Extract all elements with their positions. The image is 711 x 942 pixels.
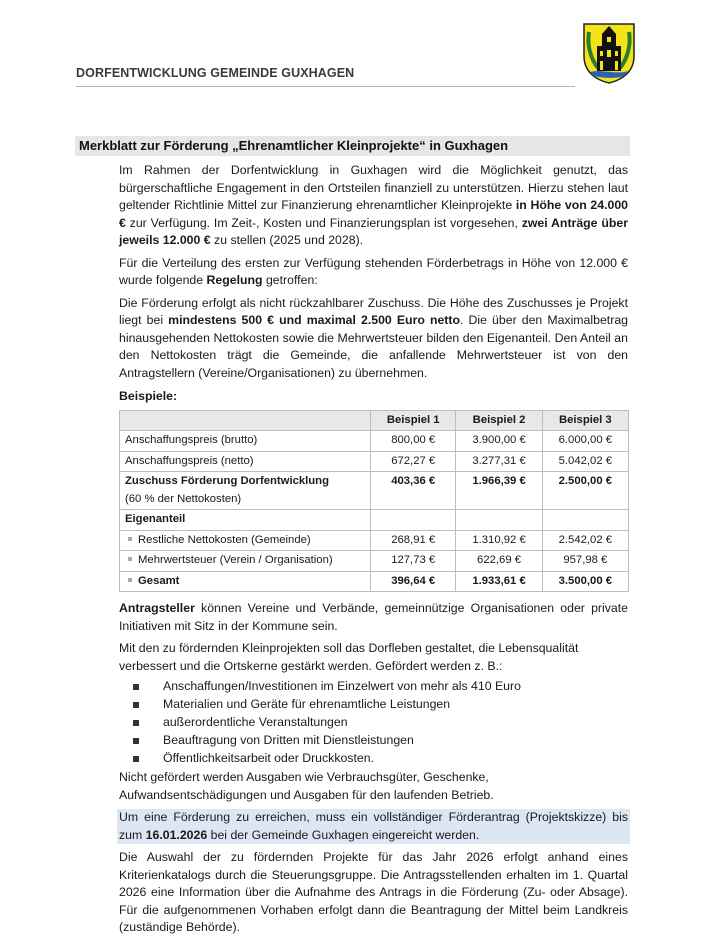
list-item (133, 695, 628, 713)
row-label-text: Restliche Nettokosten (Gemeinde) (138, 533, 311, 546)
row-label (120, 472, 371, 510)
list-item (133, 749, 628, 767)
antragsteller-bold: Antragsteller (119, 601, 195, 615)
table-cell: 2.500,00 € (542, 472, 628, 510)
row-label-text: Gesamt (138, 574, 180, 587)
bullet-square-icon (133, 720, 139, 726)
deadline-text-2: bei der Gemeinde Guxhagen eingereicht werden. (207, 827, 480, 842)
table-cell: 268,91 € (371, 530, 456, 551)
table-header-cell: Beispiel 2 (456, 410, 542, 431)
table-row (120, 571, 629, 592)
regelung-bold: Regelung (206, 273, 263, 287)
regelung-text-2: getroffen: (262, 273, 318, 287)
document-title-bar (75, 136, 630, 156)
table-row (120, 551, 629, 572)
table-cell: 127,73 € (371, 551, 456, 572)
table-header-row (120, 410, 629, 431)
examples-label: Beispiele: (119, 389, 178, 403)
row-label (120, 530, 371, 551)
deadline-text-1: Um eine Förderung zu erreichen, muss ein vollständiger Förderantrag (Projektskizze) bis zum (119, 810, 628, 842)
table-cell: 3.500,00 € (542, 571, 628, 592)
table-header-cell: Beispiel 3 (542, 410, 628, 431)
intro-bold-1: in Höhe von 24.000 € (119, 198, 628, 230)
zuschuss-bold: mindestens 500 € und maximal 2.500 Euro netto (168, 313, 461, 327)
intro-text-1: Im Rahmen der Dorfentwicklung in Guxhagen wird die Möglichkeit genutzt, das bürgerschaftliche Engagement in den Ortsteilen finanziell zu unterstützen. Hierzu stehen laut geltender Richtlinie Mittel zur Finanzierung ehrenamtlicher Kleinprojekte (119, 163, 628, 212)
intro-text-3: zu stellen (2025 und 2028). (210, 233, 364, 247)
row-label: Anschaffungspreis (brutto) (120, 431, 371, 452)
not-funded-paragraph: Nicht gefördert werden Ausgaben wie Verbrauchsgüter, Geschenke, Aufwandsentschädigungen und Ausgaben für den laufenden Betrieb. (119, 770, 494, 802)
bullet-square-icon (133, 702, 139, 708)
selection-paragraph: Die Auswahl der zu fördernden Projekte für das Jahr 2026 erfolgt anhand eines Kriterienkatalogs durch die Steuerungsgruppe. Die Antragsstellenden erhalten im 1. Quartal 2026 eine Information über die Aufnahme des Antrags in die Förderung (Zu- oder Absage). Für die aufgenommenen Vorhaben erfolgt dann die Beantragung der Mittel beim Landkreis (zuständige Behörde). (119, 850, 628, 934)
bullet-square-icon (128, 537, 132, 541)
list-item-text: Anschaffungen/Investitionen im Einzelwert von mehr als 410 Euro (163, 679, 521, 693)
intro-paragraph (119, 162, 628, 250)
row-label: Anschaffungspreis (netto) (120, 451, 371, 472)
row-label-text: Mehrwertsteuer (Verein / Organisation) (138, 554, 333, 566)
deadline-paragraph (117, 809, 630, 844)
table-cell: 6.000,00 € (542, 431, 628, 452)
row-label (120, 571, 371, 592)
table-cell: 1.966,39 € (456, 472, 542, 510)
table-cell: 2.542,02 € (542, 530, 628, 551)
table-row (120, 431, 629, 452)
bullet-square-icon (128, 557, 132, 561)
table-cell: 3.900,00 € (456, 431, 542, 452)
intro-text-2: zur Verfügung. Im Zeit-, Kosten und Finanzierungsplan ist vorgesehen, (125, 215, 522, 230)
list-item-text: Materialien und Geräte für ehrenamtliche Leistungen (163, 697, 451, 711)
bullet-square-icon (133, 684, 139, 690)
table-cell: 957,98 € (542, 551, 628, 572)
list-item-text: Öffentlichkeitsarbeit oder Druckkosten. (163, 751, 374, 765)
table-row (120, 472, 629, 510)
document-body (119, 162, 628, 942)
table-row (120, 530, 629, 551)
funded-items-list (119, 677, 628, 767)
table-cell: 622,69 € (456, 551, 542, 572)
list-item-text: außerordentliche Veranstaltungen (163, 715, 348, 729)
kleinprojekte-paragraph: Mit den zu fördernden Kleinprojekten soll das Dorfleben gestaltet, die Lebensqualität verbessert und die Ortskerne gestärkt werden. Gefördert werden z. B.: (119, 641, 579, 673)
bullet-square-icon (128, 578, 132, 582)
row-label (120, 551, 371, 572)
antragsteller-text: können Vereine und Verbände, gemeinnützige Organisationen oder private Initiativen mit Sitz in der Kommune sein. (119, 601, 628, 633)
page-header (76, 66, 578, 80)
header-divider (76, 86, 575, 87)
table-row (120, 510, 629, 531)
table-cell (542, 510, 628, 531)
deadline-date: 16.01.2026 (145, 827, 208, 842)
bullet-square-icon (133, 756, 139, 762)
antragsteller-paragraph (119, 600, 628, 635)
table-cell: 1.310,92 € (456, 530, 542, 551)
table-cell (371, 510, 456, 531)
table-cell: 396,64 € (371, 571, 456, 592)
table-header-cell: Beispiel 1 (371, 410, 456, 431)
examples-table (119, 410, 629, 593)
row-label-bold: Zuschuss Förderung Dorfentwicklung (125, 475, 329, 487)
coat-of-arms-icon (582, 22, 636, 84)
bullet-square-icon (133, 738, 139, 744)
list-item (133, 713, 628, 731)
header-title: DORFENTWICKLUNG GEMEINDE GUXHAGEN (76, 66, 355, 80)
zuschuss-text-1: Die Förderung erfolgt als nicht rückzahlbarer Zuschuss. Die Höhe des Zuschusses je Projekt liegt bei (119, 295, 628, 327)
intro-bold-2: zwei Anträge über jeweils 12.000 € (119, 215, 628, 247)
table-header-cell (120, 410, 371, 431)
list-item (133, 677, 628, 695)
regelung-text-1: Für die Verteilung des ersten zur Verfügung stehenden Förderbetrags in Höhe von 12.000 € wurde folgende (119, 255, 628, 287)
table-row (120, 451, 629, 472)
row-label: Eigenanteil (120, 510, 371, 531)
row-sublabel: (60 % der Nettokosten) (125, 492, 242, 505)
list-item (133, 731, 628, 749)
regelung-paragraph (119, 255, 628, 290)
zuschuss-text-2: . Die über den Maximalbetrag hinausgehenden Nettokosten sowie die Mehrwertsteuer bilden den Eigenanteil. Den Anteil an den Nettokosten trägt die Gemeinde, die anfallende Mehrwertsteuer ist von den Antragstellern (Vereine/Organisationen) zu übernehmen. (119, 313, 628, 380)
document-title: Merkblatt zur Förderung „Ehrenamtlicher Kleinprojekte“ in Guxhagen (79, 138, 509, 153)
table-cell: 800,00 € (371, 431, 456, 452)
table-cell: 5.042,02 € (542, 451, 628, 472)
table-cell (456, 510, 542, 531)
table-cell: 3.277,31 € (456, 451, 542, 472)
table-cell: 1.933,61 € (456, 571, 542, 592)
table-cell: 672,27 € (371, 451, 456, 472)
list-item-text: Beauftragung von Dritten mit Dienstleistungen (163, 733, 414, 747)
table-cell: 403,36 € (371, 472, 456, 510)
zuschuss-paragraph (119, 295, 628, 383)
